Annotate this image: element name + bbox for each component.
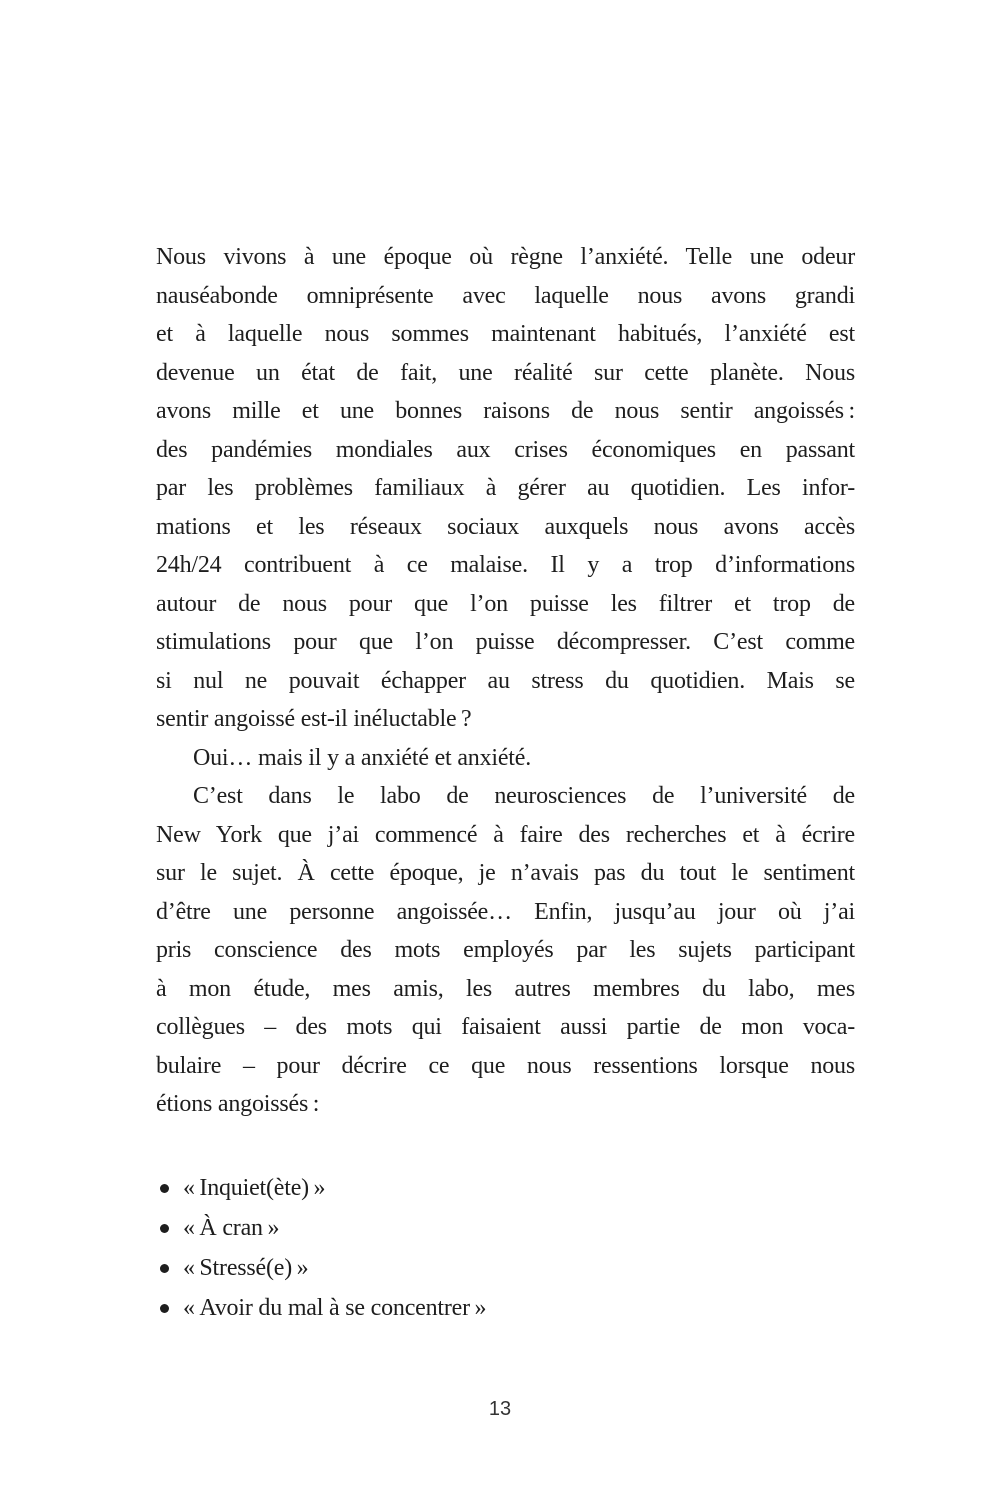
paragraph [156,238,855,739]
bullet-icon [160,1224,169,1233]
bullet-text: « À cran » [183,1214,280,1241]
text-line: stimulations pour que l’on puisse décompresser. C’est comme [156,629,855,655]
paragraph [156,777,855,1124]
bullet-icon [160,1304,169,1313]
bullet-text: « Stressé(e) » [183,1254,309,1281]
text-line: sur le sujet. À cette époque, je n’avais pas du tout le sentiment [156,860,855,886]
text-line: Oui… mais il y a anxiété et anxiété. [193,744,532,771]
page-number: 13 [488,1398,512,1420]
text-line: nauséabonde omniprésente avec laquelle nous avons grandi [156,282,855,309]
text-block [156,238,855,1328]
bullet-item [156,1248,855,1288]
text-line: 24h/24 contribuent à ce malaise. Il y a trop d’informations [156,552,855,578]
bullet-item [156,1168,855,1208]
bullet-item [156,1288,855,1328]
bullet-text: « Avoir du mal à se concentrer » [183,1294,487,1321]
bullet-icon [160,1264,169,1273]
text-line: mations et les réseaux sociaux auxquels nous avons accès [156,513,855,540]
text-line: et à laquelle nous sommes maintenant habitués, l’anxiété est [156,321,855,347]
text-line: étions angoissés : [156,1091,320,1117]
text-line: sentir angoissé est-il inéluctable ? [156,706,472,732]
text-line: par les problèmes familiaux à gérer au quotidien. Les infor- [156,475,855,501]
text-line: pris conscience des mots employés par les sujets participant [156,937,855,963]
text-line: des pandémies mondiales aux crises économiques en passant [156,436,855,463]
text-line: New York que j’ai commencé à faire des recherches et à écrire [156,821,855,848]
text-line: Nous vivons à une époque où règne l’anxiété. Telle une odeur [156,244,855,270]
text-line: d’être une personne angoissée… Enfin, jusqu’au jour où j’ai [156,898,855,925]
bullet-icon [160,1184,169,1193]
text-line: C’est dans le labo de neurosciences de l’université de [193,783,855,809]
paragraphs-container [156,238,855,1124]
text-line: devenue un état de fait, une réalité sur cette planète. Nous [156,359,855,386]
text-line: autour de nous pour que l’on puisse les filtrer et trop de [156,590,855,617]
text-line: bulaire – pour décrire ce que nous ressentions lorsque nous [156,1052,855,1079]
text-line: si nul ne pouvait échapper au stress du quotidien. Mais se [156,667,855,694]
paragraph [156,739,855,778]
bullet-item [156,1208,855,1248]
text-line: à mon étude, mes amis, les autres membres du labo, mes [156,975,855,1002]
text-line: collègues – des mots qui faisaient aussi partie de mon voca- [156,1014,855,1040]
bullet-list [156,1168,855,1328]
text-line: avons mille et une bonnes raisons de nous sentir angoissés : [156,398,855,424]
bullet-text: « Inquiet(ète) » [183,1174,326,1201]
